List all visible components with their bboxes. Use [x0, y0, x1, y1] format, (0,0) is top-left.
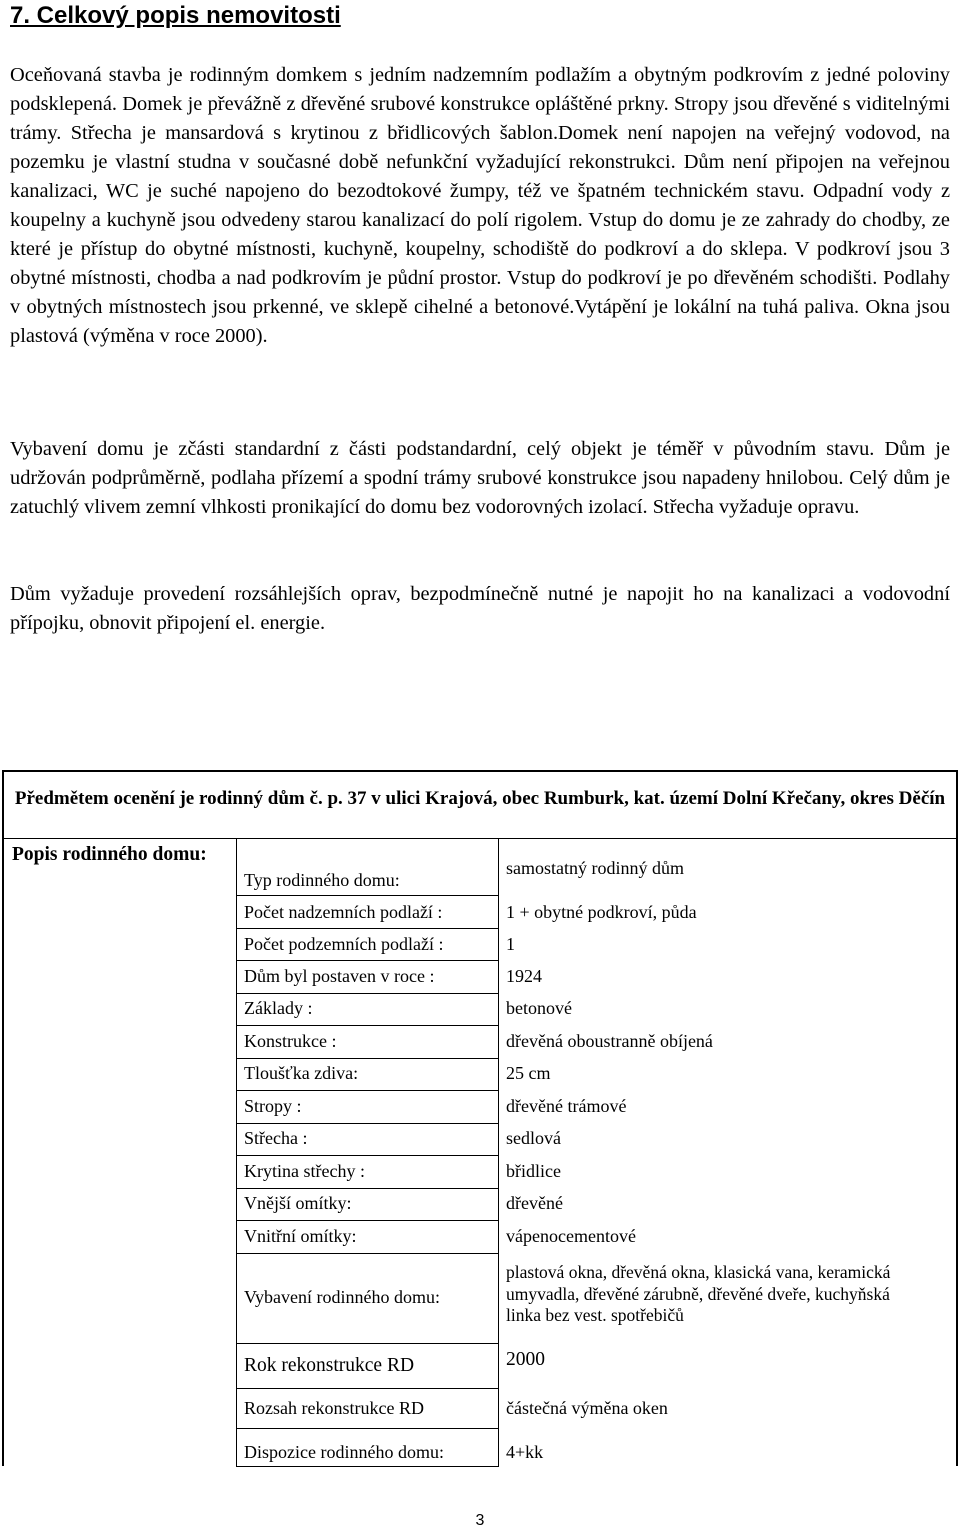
- row-label: Počet podzemních podlaží :: [244, 934, 444, 954]
- row-value: částečná výměna oken: [506, 1398, 668, 1418]
- row-value: plastová okna, dřevěná okna, klasická vana, keramická umyvadla, dřevěné zárubně, dřevěné dveře, kuchyňská linka bez vest. spotřebičů: [506, 1262, 891, 1325]
- row-label: Stropy :: [244, 1096, 302, 1116]
- row-line: [236, 1220, 499, 1221]
- row-label: Vnější omítky:: [244, 1193, 352, 1213]
- row-line: [236, 1058, 499, 1059]
- section-heading: 7. Celkový popis nemovitosti: [10, 2, 341, 29]
- row-label: Konstrukce :: [244, 1031, 337, 1051]
- popis-label: Popis rodinného domu:: [12, 844, 207, 865]
- row-label: Dům byl postaven v roce :: [244, 966, 435, 986]
- row-line: [236, 960, 499, 961]
- row-value: 1: [506, 934, 515, 954]
- row-value: dřevěné trámové: [506, 1096, 627, 1116]
- row-label: Typ rodinného domu:: [244, 870, 400, 890]
- row-label: Tloušťka zdiva:: [244, 1063, 359, 1083]
- row-line: [236, 1025, 499, 1026]
- row-value: 25 cm: [506, 1063, 551, 1083]
- row-label: Základy :: [244, 998, 313, 1018]
- row-value: dřevěné: [506, 1193, 563, 1213]
- row-line: [236, 1155, 499, 1156]
- row-label: Krytina střechy :: [244, 1161, 365, 1181]
- row-value: 1924: [506, 966, 542, 986]
- row-label: Rozsah rekonstrukce RD: [244, 1398, 424, 1418]
- row-line: [236, 1253, 499, 1254]
- row-value: samostatný rodinný dům: [506, 858, 684, 878]
- row-line: [236, 1090, 499, 1091]
- table-vline-mid: [498, 838, 499, 1466]
- row-value: břidlice: [506, 1161, 561, 1181]
- row-value: vápenocementové: [506, 1226, 636, 1246]
- row-label: Vybavení rodinného domu:: [244, 1287, 440, 1307]
- row-line: [236, 1188, 499, 1189]
- table-divider: [4, 838, 956, 839]
- row-line: [236, 1466, 499, 1467]
- row-value: betonové: [506, 998, 572, 1018]
- row-label: Vnitřní omítky:: [244, 1226, 357, 1246]
- condition-paragraph: Vybavení domu je zčásti standardní z části podstandardní, celý objekt je téměř v původním stavu. Dům je udržován podprůměrně, podlaha přízemí a spodní trámy srubové konstrukce jsou napadeny hnilobou. Celý dům je zatuchlý vlivem zemní vlhkosti pronikající do domu bez vodorovných izolací. Střecha vyžaduje opravu.: [10, 438, 950, 518]
- table-vline-left: [236, 838, 237, 1466]
- row-value: dřevěná oboustranně obíjená: [506, 1031, 713, 1051]
- row-value: sedlová: [506, 1128, 561, 1148]
- row-value: 2000: [506, 1349, 545, 1370]
- row-line: [236, 1428, 499, 1429]
- row-line: [236, 1388, 499, 1389]
- row-line: [236, 993, 499, 994]
- row-line: [236, 928, 499, 929]
- subject-title: Předmětem ocenění je rodinný dům č. p. 37 v ulici Krajová, obec Rumburk, kat. území Dolní Křečany, okres Děčín: [14, 788, 946, 809]
- row-line: [236, 895, 499, 896]
- row-label: Střecha :: [244, 1128, 308, 1148]
- row-label: Rok rekonstrukce RD: [244, 1355, 415, 1376]
- row-value: 4+kk: [506, 1442, 544, 1462]
- repairs-paragraph: Dům vyžaduje provedení rozsáhlejších oprav, bezpodmínečně nutné je napojit ho na kanalizaci a vodovodní přípojku, obnovit připojení el. energie.: [10, 583, 950, 634]
- page-number: 3: [475, 1512, 485, 1529]
- description-paragraph: Oceňovaná stavba je rodinným domkem s jedním nadzemním podlažím a obytným podkrovím z jedné poloviny podsklepená. Domek je převážně z dřevěné srubové konstrukce opláštěné prkny. Stropy jsou dřevěné s viditelnými trámy. Střecha je mansardová s krytinou z břidlicových šablon.Domek není napojen na veřejný vodovod, na pozemku je vlastní studna v současné době nefunkční vyžadující rekonstrukci. Dům není připojen na veřejnou kanalizaci, WC je suché napojeno do bezodtokové žumpy, též ve špatném technickém stavu. Odpadní vody z koupelny a kuchyně jsou odvedeny starou kanalizací do polí rigolem. Vstup do domu je ze zahrady do chodby, ze které je přístup do obytné místnosti, kuchyně, koupelny, schodiště do podkroví a do sklepa. V podkroví jsou 3 obytné místnosti, chodba a nad podkrovím je půdní prostor. Vstup do podkroví je po dřevěném schodišti. Podlahy v obytných místnostech jsou prkenné, ve sklepě cihelné a betonové.Vytápění je lokální na tuhá paliva. Okna jsou plastová (výměna v roce 2000).: [10, 64, 950, 347]
- row-line: [236, 1343, 499, 1344]
- row-label: Počet nadzemních podlaží :: [244, 902, 443, 922]
- row-label: Dispozice rodinného domu:: [244, 1442, 444, 1462]
- row-line: [236, 1123, 499, 1124]
- property-table: [2, 770, 958, 1466]
- row-value: 1 + obytné podkroví, půda: [506, 902, 697, 922]
